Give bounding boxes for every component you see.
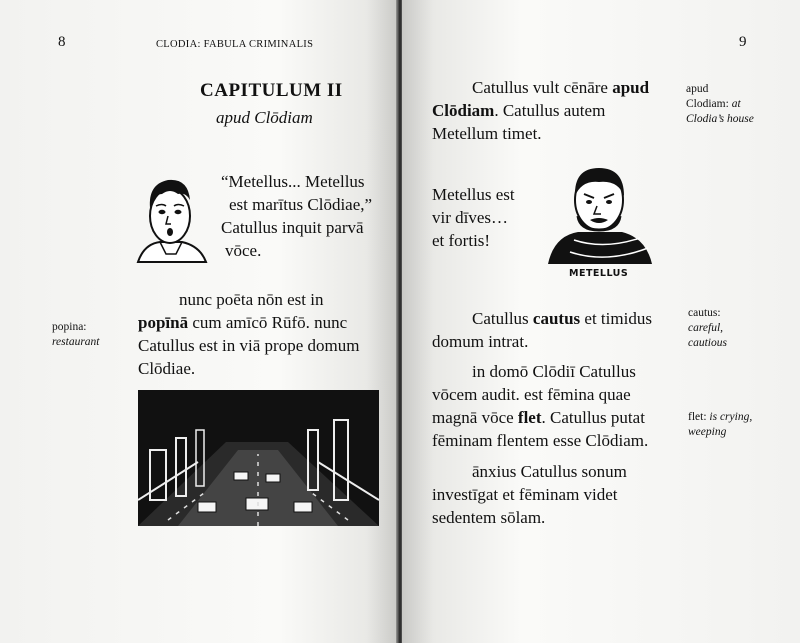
gloss-popina: popina: restaurant: [52, 321, 100, 348]
gloss-flet: flet: is crying, weeping: [688, 411, 753, 438]
para3-line-1: Catullus cautus et timidus: [472, 309, 652, 328]
page-number-right: 9: [739, 34, 747, 50]
para1-line-3: Catullus est in viā prope domum: [138, 336, 360, 355]
page-number-left: 8: [58, 34, 66, 50]
right-page: [402, 0, 800, 643]
metellus-line-2: vir dīves…: [432, 208, 509, 227]
para2-line-1: Catullus vult cēnāre apud: [472, 78, 650, 97]
street-illustration: [138, 390, 379, 526]
para4-line-4: fēminam flentem esse Clōdiam.: [432, 431, 649, 450]
catullus-illustration: [130, 166, 214, 266]
quote-line-2: est marītus Clōdiae,”: [229, 195, 373, 214]
para1-line-4: Clōdiae.: [138, 359, 196, 378]
para3-line-2: domum intrat.: [432, 332, 529, 351]
para4-line-2: vōcem audit. est fēmina quae: [432, 385, 631, 404]
chapter-title: CAPITULUM II: [200, 80, 343, 101]
para2-line-3: Metellum timet.: [432, 124, 542, 143]
quote-line-4: vōce.: [225, 241, 262, 260]
chapter-subtitle: apud Clōdiam: [216, 108, 313, 127]
metellus-line-1: Metellus est: [432, 185, 515, 204]
metellus-line-3: et fortis!: [432, 231, 491, 250]
metellus-caption: METELLUS: [569, 268, 629, 279]
quote-line-3: Catullus inquit parvā: [221, 218, 364, 237]
left-page: [0, 0, 398, 643]
para4-line-3: magnā vōce flet. Catullus putat: [432, 408, 645, 427]
para5-line-1: ānxius Catullus sonum: [472, 462, 627, 481]
running-head: CLODIA: FABULA CRIMINALIS: [156, 39, 314, 50]
para1-line-1: nunc poēta nōn est in: [179, 290, 324, 309]
gloss-cautus: cautus: careful, cautious: [688, 307, 727, 349]
para4-line-1: in domō Clōdiī Catullus: [472, 362, 636, 381]
gloss-apud-clodiam: apud Clodiam: at Clodia’s house: [686, 83, 754, 125]
para1-line-2: popīnā cum amīcō Rūfō. nunc: [138, 313, 348, 332]
metellus-illustration: [544, 160, 654, 268]
para5-line-3: sedentem sōlam.: [432, 508, 546, 527]
para5-line-2: investīgat et fēminam videt: [432, 485, 618, 504]
para2-line-2: Clōdiam. Catullus autem: [432, 101, 606, 120]
quote-line-1: “Metellus... Metellus: [221, 172, 365, 191]
